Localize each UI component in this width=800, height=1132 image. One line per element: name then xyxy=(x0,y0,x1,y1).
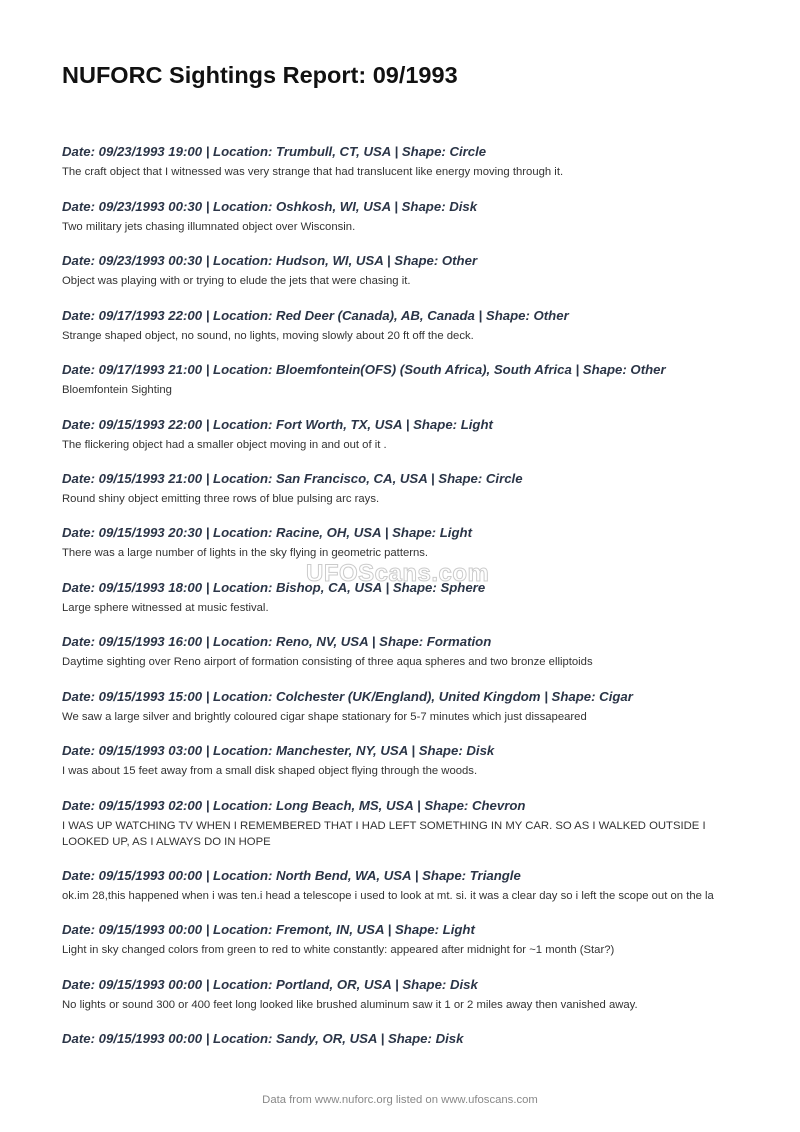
sighting-entry xyxy=(62,633,742,670)
entry-header: Date: 09/23/1993 00:30 | Location: Hudson, WI, USA | Shape: Other xyxy=(62,253,478,268)
entry-summary: No lights or sound 300 or 400 feet long looked like brushed aluminum saw it 1 or 2 miles away then vanished away. xyxy=(62,999,638,1011)
sighting-entry xyxy=(62,867,742,904)
entry-summary: ok.im 28,this happened when i was ten.i head a telescope i used to look at mt. si. it was a clear day so i left the scope out on the la xyxy=(62,890,714,902)
entry-summary: We saw a large silver and brightly coloured cigar shape stationary for 5-7 minutes which just dissapeared xyxy=(62,711,587,723)
sighting-entry xyxy=(62,688,742,725)
page-title: NUFORC Sightings Report: 09/1993 xyxy=(62,62,458,88)
entry-summary: Daytime sighting over Reno airport of formation consisting of three aqua spheres and two bronze elliptoids xyxy=(62,656,593,668)
sighting-entry xyxy=(62,143,742,180)
entry-header: Date: 09/15/1993 00:00 | Location: Portland, OR, USA | Shape: Disk xyxy=(62,977,478,992)
entry-header: Date: 09/15/1993 21:00 | Location: San Francisco, CA, USA | Shape: Circle xyxy=(62,471,523,486)
entry-summary: The craft object that I witnessed was very strange that had translucent like energy moving through it. xyxy=(62,166,564,178)
sighting-entry xyxy=(62,742,742,779)
entry-header: Date: 09/15/1993 18:00 | Location: Bishop, CA, USA | Shape: Sphere xyxy=(62,580,486,595)
entry-summary: I WAS UP WATCHING TV WHEN I REMEMBERED THAT I HAD LEFT SOMETHING IN MY CAR. SO AS I WALKED OUTSIDE I LOOKED UP, AS I ALWAYS DO IN HOPE xyxy=(62,820,706,848)
entry-summary: Light in sky changed colors from green to red to white constantly: appeared after midnight for ~1 month (Star?) xyxy=(62,944,615,956)
entry-summary: The flickering object had a smaller object moving in and out of it . xyxy=(62,439,387,451)
entry-header: Date: 09/15/1993 20:30 | Location: Racine, OH, USA | Shape: Light xyxy=(62,525,472,540)
entry-summary: Strange shaped object, no sound, no lights, moving slowly about 20 ft off the deck. xyxy=(62,330,474,342)
watermark: UFOScans.com xyxy=(306,560,490,587)
entry-summary: Round shiny object emitting three rows of blue pulsing arc rays. xyxy=(62,493,380,505)
sighting-entry xyxy=(62,252,742,289)
entry-header: Date: 09/15/1993 16:00 | Location: Reno, NV, USA | Shape: Formation xyxy=(62,634,492,649)
entry-summary: There was a large number of lights in the sky flying in geometric patterns. xyxy=(62,547,429,559)
sightings-list xyxy=(62,143,742,1047)
entry-summary: Large sphere witnessed at music festival. xyxy=(62,602,269,614)
entry-header: Date: 09/23/1993 19:00 | Location: Trumbull, CT, USA | Shape: Circle xyxy=(62,144,487,159)
sighting-entry xyxy=(62,198,742,235)
sighting-entry xyxy=(62,1030,742,1047)
entry-header: Date: 09/17/1993 22:00 | Location: Red Deer (Canada), AB, Canada | Shape: Other xyxy=(62,308,569,323)
entry-header: Date: 09/15/1993 02:00 | Location: Long Beach, MS, USA | Shape: Chevron xyxy=(62,798,526,813)
sighting-entry xyxy=(62,361,742,398)
entry-summary: Two military jets chasing illumnated object over Wisconsin. xyxy=(62,221,356,233)
entry-summary: Object was playing with or trying to elude the jets that were chasing it. xyxy=(62,275,411,287)
entry-header: Date: 09/23/1993 00:30 | Location: Oshkosh, WI, USA | Shape: Disk xyxy=(62,199,478,214)
sighting-entry xyxy=(62,470,742,507)
entry-summary: Bloemfontein Sighting xyxy=(62,384,172,396)
sighting-entry xyxy=(62,307,742,344)
sighting-entry xyxy=(62,921,742,958)
entry-header: Date: 09/15/1993 03:00 | Location: Manchester, NY, USA | Shape: Disk xyxy=(62,743,495,758)
entry-header: Date: 09/17/1993 21:00 | Location: Bloemfontein(OFS) (South Africa), South Africa | Shape: Other xyxy=(62,362,666,377)
entry-header: Date: 09/15/1993 00:00 | Location: Fremont, IN, USA | Shape: Light xyxy=(62,922,475,937)
entry-header: Date: 09/15/1993 15:00 | Location: Colchester (UK/England), United Kingdom | Shape: Cigar xyxy=(62,689,633,704)
sighting-entry xyxy=(62,524,742,561)
sighting-entry xyxy=(62,797,742,850)
entry-header: Date: 09/15/1993 22:00 | Location: Fort Worth, TX, USA | Shape: Light xyxy=(62,417,493,432)
footer-credit: Data from www.nuforc.org listed on www.ufoscans.com xyxy=(262,1094,538,1106)
sighting-entry xyxy=(62,416,742,453)
entry-summary: I was about 15 feet away from a small disk shaped object flying through the woods. xyxy=(62,765,478,777)
entry-header: Date: 09/15/1993 00:00 | Location: North Bend, WA, USA | Shape: Triangle xyxy=(62,868,521,883)
sighting-entry xyxy=(62,976,742,1013)
entry-header: Date: 09/15/1993 00:00 | Location: Sandy, OR, USA | Shape: Disk xyxy=(62,1031,464,1046)
